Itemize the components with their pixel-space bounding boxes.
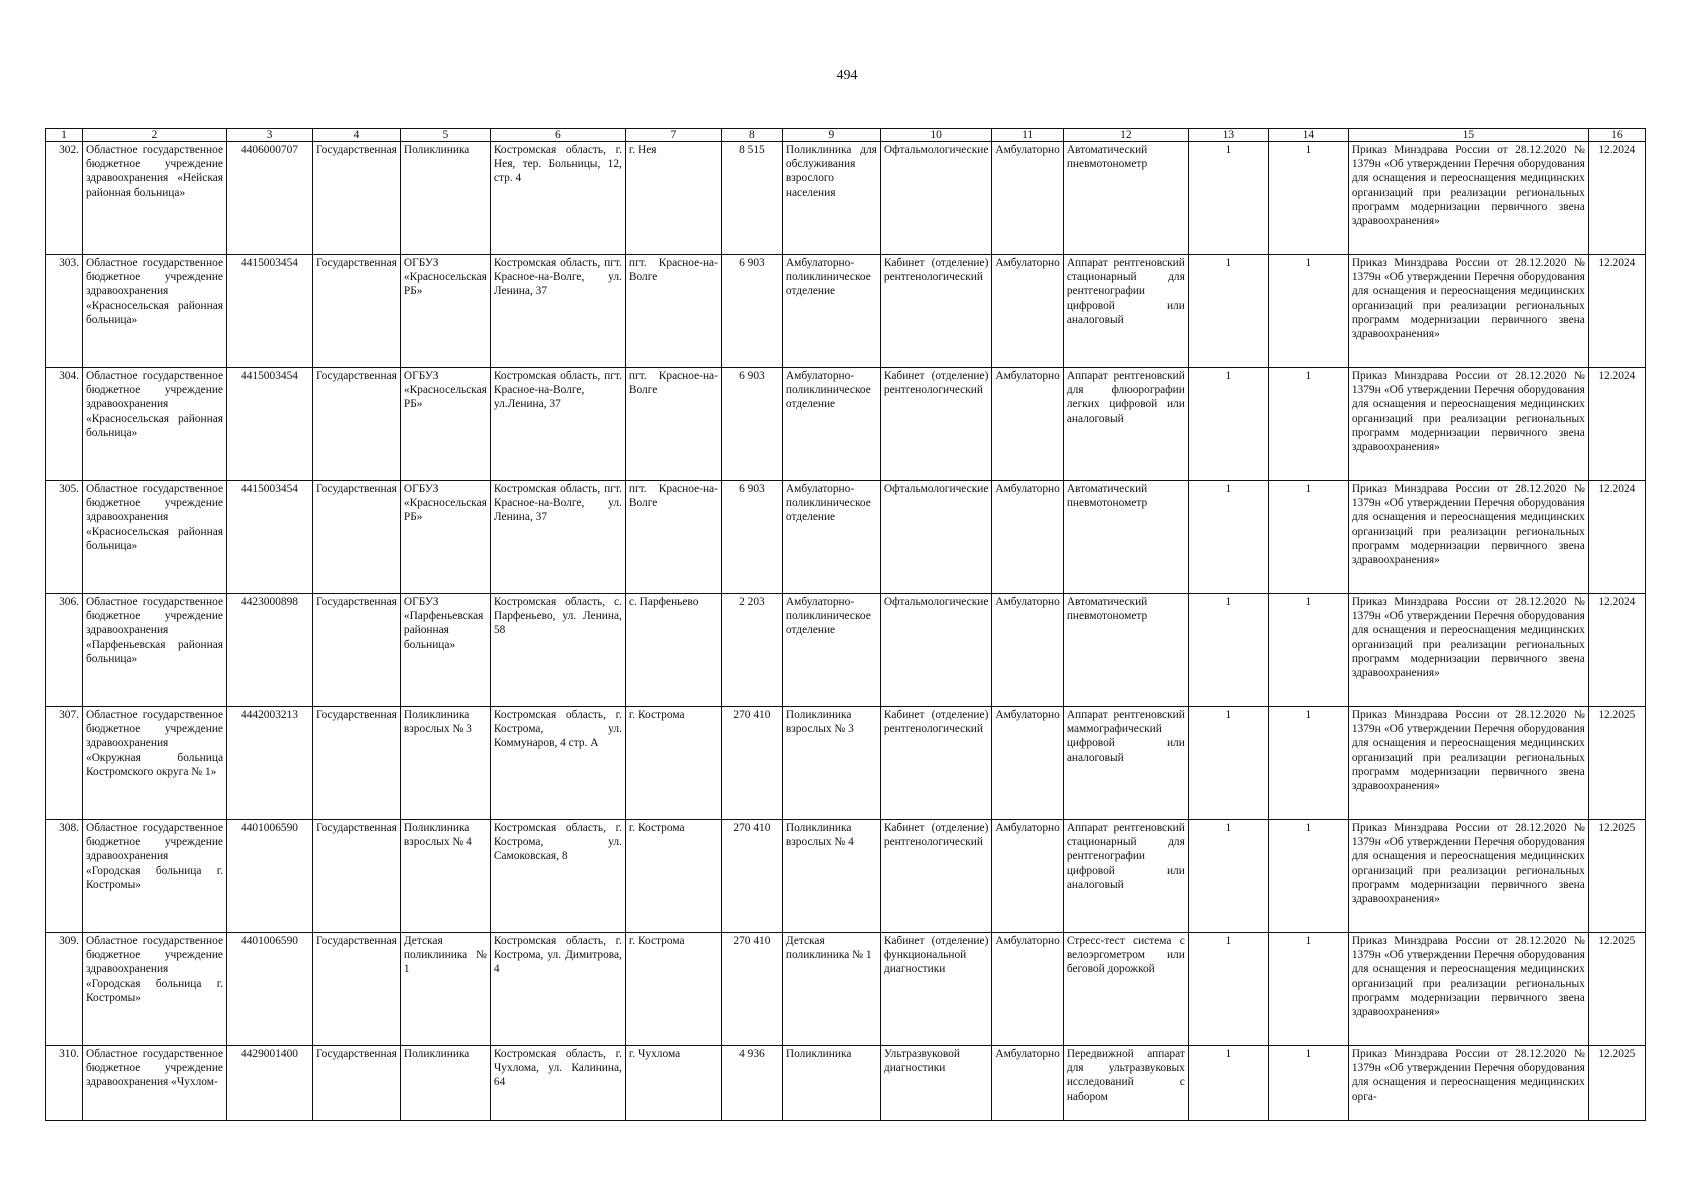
deadline-date-cell: 12.2024: [1588, 142, 1645, 255]
quantity-col13-cell: 1: [1188, 481, 1268, 594]
locality-cell: г. Кострома: [625, 820, 721, 933]
department-cell: Кабинет (отделение) рентгенологический: [880, 368, 991, 481]
organization-name-cell: Областное государственное бюджетное учреждение здравоохранения «Окружная больница Костромского округа № 1»: [83, 707, 227, 820]
deadline-date-cell: 12.2024: [1588, 481, 1645, 594]
subdivision-cell: Поликлиника: [782, 1046, 880, 1121]
inn-code-cell: 4442003213: [227, 707, 313, 820]
subdivision-cell: Детская поликлиника № 1: [782, 933, 880, 1046]
locality-cell: пгт. Красное-на-Волге: [625, 255, 721, 368]
row-number-cell: 308.: [46, 820, 83, 933]
equipment-cell: Аппарат рентгеновский стационарный для рентгенографии цифровой или аналоговый: [1063, 255, 1188, 368]
legal-basis-cell: Приказ Минздрава России от 28.12.2020 № 1379н «Об утверждении Перечня оборудования для оснащения и переоснащения медицинских организаций при реализации региональных программ модернизации первичного звена здравоохранения»: [1348, 481, 1588, 594]
quantity-col14-cell: 1: [1268, 707, 1348, 820]
population-cell: 4 936: [721, 1046, 782, 1121]
inn-code-cell: 4401006590: [227, 933, 313, 1046]
structural-unit-cell: Поликлиника: [400, 1046, 490, 1121]
address-cell: Костромская область, пгт. Красное-на-Волге, ул. Ленина, 37: [490, 255, 625, 368]
equipment-cell: Аппарат рентгеновский стационарный для рентгенографии цифровой или аналоговый: [1063, 820, 1188, 933]
deadline-date-cell: 12.2025: [1588, 1046, 1645, 1121]
structural-unit-cell: Поликлиника взрослых № 4: [400, 820, 490, 933]
department-cell: Офтальмологические: [880, 594, 991, 707]
inn-code-cell: 4406000707: [227, 142, 313, 255]
population-cell: 270 410: [721, 707, 782, 820]
quantity-col14-cell: 1: [1268, 142, 1348, 255]
column-number-7: 7: [625, 129, 721, 142]
legal-basis-cell: Приказ Минздрава России от 28.12.2020 № 1379н «Об утверждении Перечня оборудования для оснащения и переоснащения медицинских организаций при реализации региональных программ модернизации первичного звена здравоохранения»: [1348, 142, 1588, 255]
row-number-cell: 310.: [46, 1046, 83, 1121]
table-row: [46, 594, 1646, 707]
column-number-2: 2: [83, 129, 227, 142]
column-number-16: 16: [1588, 129, 1645, 142]
ownership-form-cell: Государственная: [313, 481, 401, 594]
population-cell: 270 410: [721, 933, 782, 1046]
ownership-form-cell: Государственная: [313, 255, 401, 368]
structural-unit-cell: Детская поликлиника № 1: [400, 933, 490, 1046]
quantity-col13-cell: 1: [1188, 368, 1268, 481]
subdivision-cell: Поликлиника взрослых № 4: [782, 820, 880, 933]
quantity-col13-cell: 1: [1188, 594, 1268, 707]
address-cell: Костромская область, пгт. Красное-на-Волге, ул. Ленина, 37: [490, 481, 625, 594]
registry-table: [45, 128, 1646, 1121]
legal-basis-cell: Приказ Минздрава России от 28.12.2020 № 1379н «Об утверждении Перечня оборудования для оснащения и переоснащения медицинских организаций при реализации региональных программ модернизации первичного звена здравоохранения»: [1348, 255, 1588, 368]
population-cell: 6 903: [721, 255, 782, 368]
locality-cell: с. Парфеньево: [625, 594, 721, 707]
locality-cell: г. Чухлома: [625, 1046, 721, 1121]
subdivision-cell: Поликлиника для обслуживания взрослого населения: [782, 142, 880, 255]
care-type-cell: Амбулаторно: [992, 255, 1063, 368]
locality-cell: г. Кострома: [625, 707, 721, 820]
inn-code-cell: 4429001400: [227, 1046, 313, 1121]
population-cell: 8 515: [721, 142, 782, 255]
column-number-8: 8: [721, 129, 782, 142]
ownership-form-cell: Государственная: [313, 933, 401, 1046]
column-number-header-row: [46, 129, 1646, 142]
page-number: 494: [836, 68, 858, 83]
equipment-cell: Аппарат рентгеновский для флюорографии легких цифровой или аналоговый: [1063, 368, 1188, 481]
address-cell: Костромская область, г. Кострома, ул. Димитрова, 4: [490, 933, 625, 1046]
organization-name-cell: Областное государственное бюджетное учреждение здравоохранения «Нейская районная больница»: [83, 142, 227, 255]
column-number-5: 5: [400, 129, 490, 142]
ownership-form-cell: Государственная: [313, 594, 401, 707]
inn-code-cell: 4401006590: [227, 820, 313, 933]
department-cell: Ультразвуковой диагностики: [880, 1046, 991, 1121]
organization-name-cell: Областное государственное бюджетное учреждение здравоохранения «Красносельская районная больница»: [83, 255, 227, 368]
structural-unit-cell: ОГБУЗ «Красносельская РБ»: [400, 481, 490, 594]
care-type-cell: Амбулаторно: [992, 142, 1063, 255]
population-cell: 2 203: [721, 594, 782, 707]
quantity-col14-cell: 1: [1268, 594, 1348, 707]
equipment-cell: Автоматический пневмотонометр: [1063, 594, 1188, 707]
quantity-col14-cell: 1: [1268, 481, 1348, 594]
care-type-cell: Амбулаторно: [992, 707, 1063, 820]
structural-unit-cell: Поликлиника взрослых № 3: [400, 707, 490, 820]
structural-unit-cell: ОГБУЗ «Парфеньевская районная больница»: [400, 594, 490, 707]
department-cell: Офтальмологические: [880, 142, 991, 255]
structural-unit-cell: Поликлиника: [400, 142, 490, 255]
department-cell: Кабинет (отделение) функциональной диагностики: [880, 933, 991, 1046]
column-number-6: 6: [490, 129, 625, 142]
subdivision-cell: Амбулаторно-поликлиническое отделение: [782, 594, 880, 707]
subdivision-cell: Амбулаторно-поликлиническое отделение: [782, 368, 880, 481]
ownership-form-cell: Государственная: [313, 1046, 401, 1121]
quantity-col13-cell: 1: [1188, 707, 1268, 820]
quantity-col13-cell: 1: [1188, 142, 1268, 255]
quantity-col14-cell: 1: [1268, 820, 1348, 933]
structural-unit-cell: ОГБУЗ «Красносельская РБ»: [400, 255, 490, 368]
organization-name-cell: Областное государственное бюджетное учреждение здравоохранения «Городская больница г. Костромы»: [83, 933, 227, 1046]
organization-name-cell: Областное государственное бюджетное учреждение здравоохранения «Чухлом-: [83, 1046, 227, 1121]
quantity-col14-cell: 1: [1268, 368, 1348, 481]
inn-code-cell: 4415003454: [227, 368, 313, 481]
inn-code-cell: 4415003454: [227, 481, 313, 594]
care-type-cell: Амбулаторно: [992, 820, 1063, 933]
subdivision-cell: Амбулаторно-поликлиническое отделение: [782, 481, 880, 594]
organization-name-cell: Областное государственное бюджетное учреждение здравоохранения «Парфеньевская районная больница»: [83, 594, 227, 707]
address-cell: Костромская область, г. Нея, тер. Больницы, 12, стр. 4: [490, 142, 625, 255]
ownership-form-cell: Государственная: [313, 142, 401, 255]
quantity-col13-cell: 1: [1188, 1046, 1268, 1121]
row-number-cell: 305.: [46, 481, 83, 594]
structural-unit-cell: ОГБУЗ «Красносельская РБ»: [400, 368, 490, 481]
table-row: [46, 481, 1646, 594]
inn-code-cell: 4423000898: [227, 594, 313, 707]
equipment-cell: Автоматический пневмотонометр: [1063, 142, 1188, 255]
ownership-form-cell: Государственная: [313, 707, 401, 820]
table-row: [46, 933, 1646, 1046]
care-type-cell: Амбулаторно: [992, 1046, 1063, 1121]
organization-name-cell: Областное государственное бюджетное учреждение здравоохранения «Красносельская районная больница»: [83, 368, 227, 481]
legal-basis-cell: Приказ Минздрава России от 28.12.2020 № 1379н «Об утверждении Перечня оборудования для оснащения и переоснащения медицинских организаций при реализации региональных программ модернизации первичного звена здравоохранения»: [1348, 820, 1588, 933]
population-cell: 270 410: [721, 820, 782, 933]
deadline-date-cell: 12.2025: [1588, 933, 1645, 1046]
department-cell: Кабинет (отделение) рентгенологический: [880, 820, 991, 933]
care-type-cell: Амбулаторно: [992, 594, 1063, 707]
care-type-cell: Амбулаторно: [992, 933, 1063, 1046]
column-number-15: 15: [1348, 129, 1588, 142]
equipment-cell: Передвижной аппарат для ультразвуковых исследований с набором: [1063, 1046, 1188, 1121]
department-cell: Кабинет (отделение) рентгенологический: [880, 255, 991, 368]
department-cell: Офтальмологические: [880, 481, 991, 594]
row-number-cell: 303.: [46, 255, 83, 368]
address-cell: Костромская область, пгт. Красное-на-Волге, ул.Ленина, 37: [490, 368, 625, 481]
table-row: [46, 255, 1646, 368]
quantity-col14-cell: 1: [1268, 933, 1348, 1046]
legal-basis-cell: Приказ Минздрава России от 28.12.2020 № 1379н «Об утверждении Перечня оборудования для оснащения и переоснащения медицинских орга-: [1348, 1046, 1588, 1121]
row-number-cell: 302.: [46, 142, 83, 255]
address-cell: Костромская область, г. Чухлома, ул. Калинина, 64: [490, 1046, 625, 1121]
quantity-col13-cell: 1: [1188, 255, 1268, 368]
column-number-10: 10: [880, 129, 991, 142]
deadline-date-cell: 12.2024: [1588, 594, 1645, 707]
organization-name-cell: Областное государственное бюджетное учреждение здравоохранения «Городская больница г. Костромы»: [83, 820, 227, 933]
locality-cell: г. Нея: [625, 142, 721, 255]
care-type-cell: Амбулаторно: [992, 368, 1063, 481]
quantity-col14-cell: 1: [1268, 255, 1348, 368]
column-number-3: 3: [227, 129, 313, 142]
ownership-form-cell: Государственная: [313, 368, 401, 481]
column-number-12: 12: [1063, 129, 1188, 142]
ownership-form-cell: Государственная: [313, 820, 401, 933]
equipment-cell: Аппарат рентгеновский маммографический цифровой или аналоговый: [1063, 707, 1188, 820]
address-cell: Костромская область, г. Кострома, ул. Самоковская, 8: [490, 820, 625, 933]
locality-cell: пгт. Красное-на-Волге: [625, 481, 721, 594]
row-number-cell: 304.: [46, 368, 83, 481]
legal-basis-cell: Приказ Минздрава России от 28.12.2020 № 1379н «Об утверждении Перечня оборудования для оснащения и переоснащения медицинских организаций при реализации региональных программ модернизации первичного звена здравоохранения»: [1348, 707, 1588, 820]
care-type-cell: Амбулаторно: [992, 481, 1063, 594]
address-cell: Костромская область, г. Кострома, ул. Коммунаров, 4 стр. А: [490, 707, 625, 820]
table-row: [46, 142, 1646, 255]
equipment-cell: Стресс-тест система с велоэргометром или беговой дорожкой: [1063, 933, 1188, 1046]
quantity-col13-cell: 1: [1188, 933, 1268, 1046]
population-cell: 6 903: [721, 481, 782, 594]
deadline-date-cell: 12.2025: [1588, 707, 1645, 820]
row-number-cell: 309.: [46, 933, 83, 1046]
row-number-cell: 306.: [46, 594, 83, 707]
deadline-date-cell: 12.2024: [1588, 255, 1645, 368]
deadline-date-cell: 12.2024: [1588, 368, 1645, 481]
column-number-9: 9: [782, 129, 880, 142]
deadline-date-cell: 12.2025: [1588, 820, 1645, 933]
table-row: [46, 707, 1646, 820]
department-cell: Кабинет (отделение) рентгенологический: [880, 707, 991, 820]
subdivision-cell: Поликлиника взрослых № 3: [782, 707, 880, 820]
equipment-cell: Автоматический пневмотонометр: [1063, 481, 1188, 594]
row-number-cell: 307.: [46, 707, 83, 820]
subdivision-cell: Амбулаторно-поликлиническое отделение: [782, 255, 880, 368]
inn-code-cell: 4415003454: [227, 255, 313, 368]
quantity-col14-cell: 1: [1268, 1046, 1348, 1121]
legal-basis-cell: Приказ Минздрава России от 28.12.2020 № 1379н «Об утверждении Перечня оборудования для оснащения и переоснащения медицинских организаций при реализации региональных программ модернизации первичного звена здравоохранения»: [1348, 594, 1588, 707]
column-number-1: 1: [46, 129, 83, 142]
quantity-col13-cell: 1: [1188, 820, 1268, 933]
column-number-4: 4: [313, 129, 401, 142]
table-row: [46, 1046, 1646, 1121]
column-number-13: 13: [1188, 129, 1268, 142]
locality-cell: пгт. Красное-на-Волге: [625, 368, 721, 481]
population-cell: 6 903: [721, 368, 782, 481]
table-row: [46, 368, 1646, 481]
address-cell: Костромская область, с. Парфеньево, ул. Ленина, 58: [490, 594, 625, 707]
column-number-11: 11: [992, 129, 1063, 142]
organization-name-cell: Областное государственное бюджетное учреждение здравоохранения «Красносельская районная больница»: [83, 481, 227, 594]
column-number-14: 14: [1268, 129, 1348, 142]
locality-cell: г. Кострома: [625, 933, 721, 1046]
legal-basis-cell: Приказ Минздрава России от 28.12.2020 № 1379н «Об утверждении Перечня оборудования для оснащения и переоснащения медицинских организаций при реализации региональных программ модернизации первичного звена здравоохранения»: [1348, 933, 1588, 1046]
table-row: [46, 820, 1646, 933]
legal-basis-cell: Приказ Минздрава России от 28.12.2020 № 1379н «Об утверждении Перечня оборудования для оснащения и переоснащения медицинских организаций при реализации региональных программ модернизации первичного звена здравоохранения»: [1348, 368, 1588, 481]
